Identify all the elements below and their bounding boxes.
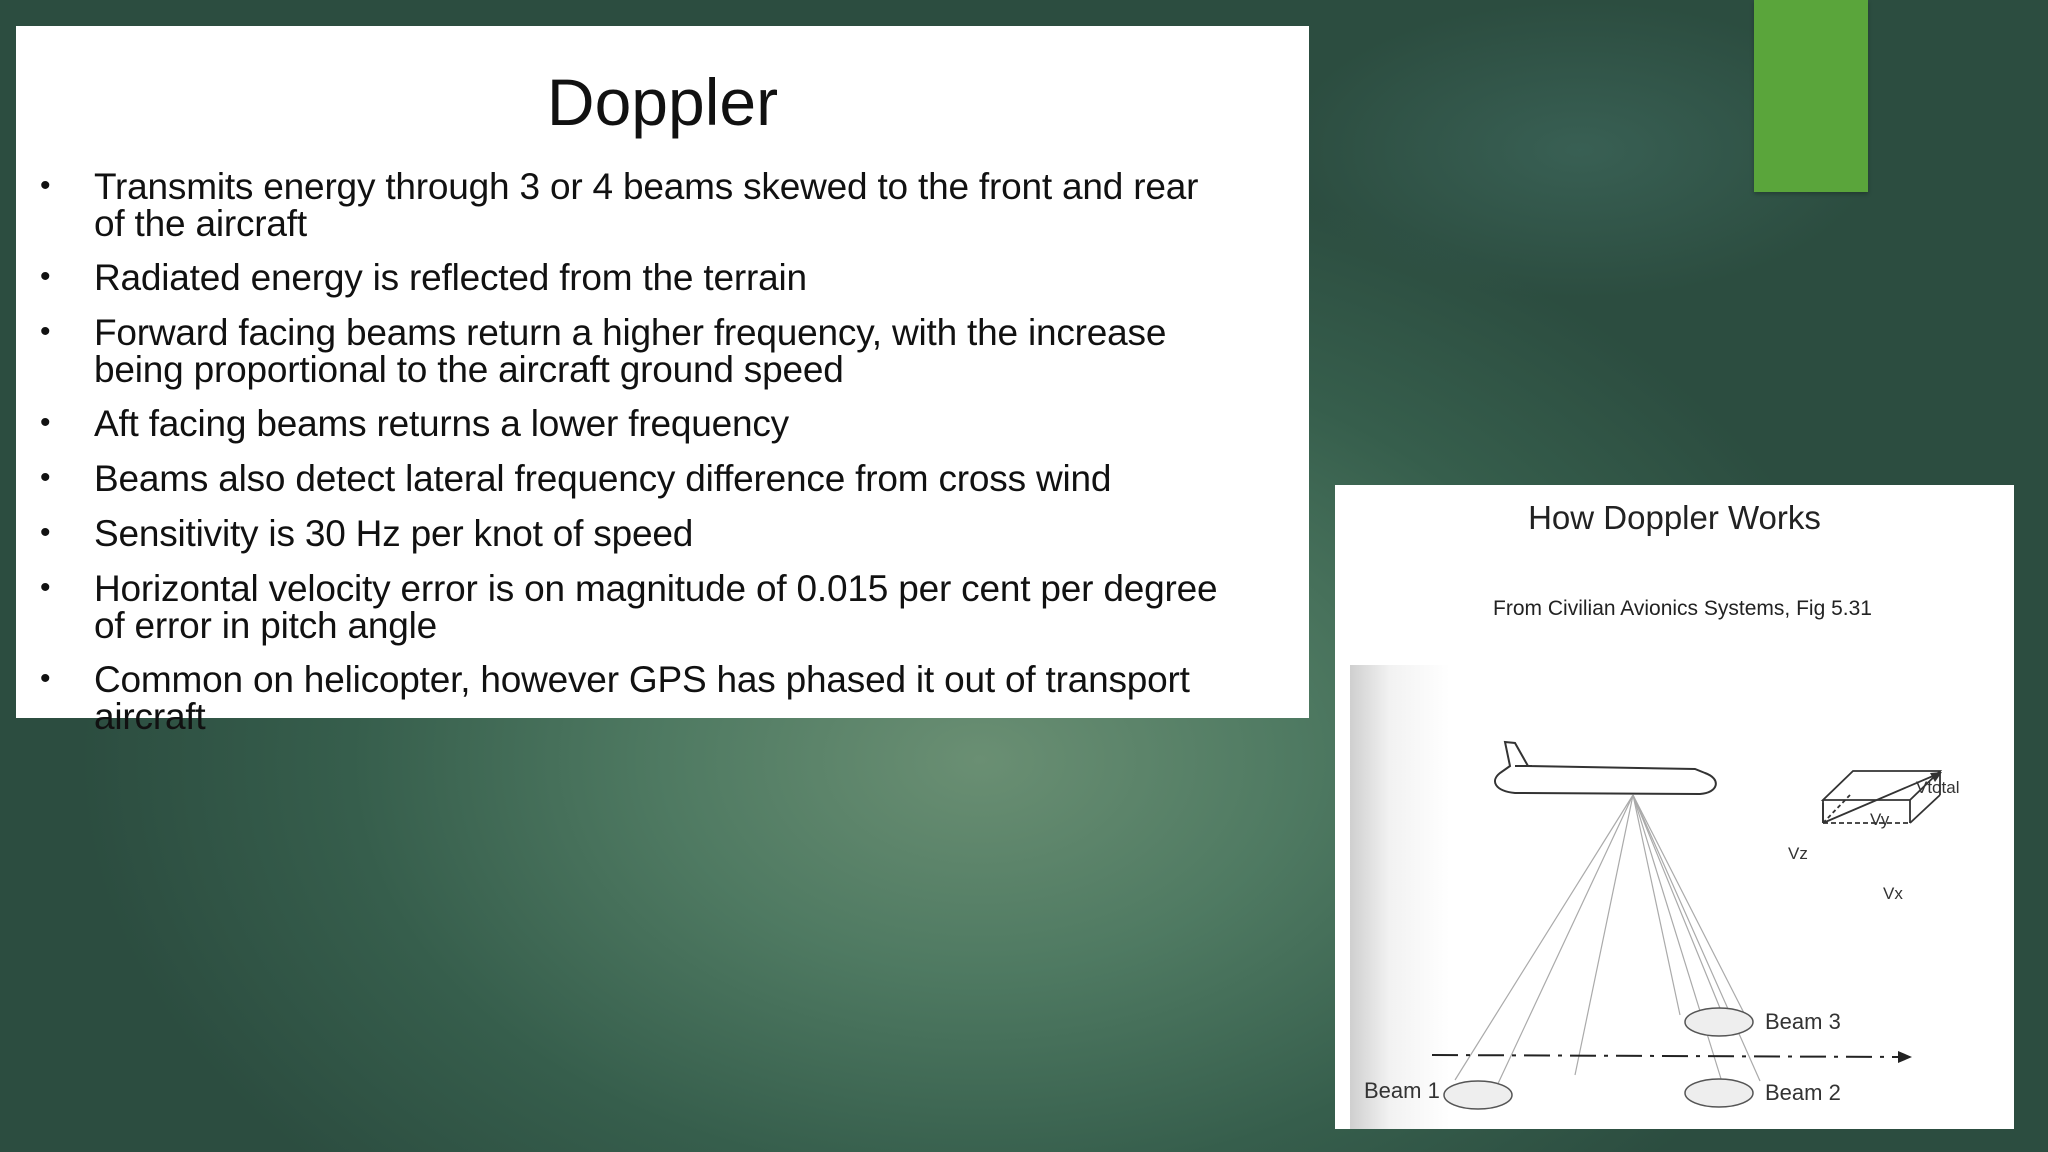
beam-2-label: Beam 2 bbox=[1765, 1080, 1841, 1105]
bullet-dot-icon: • bbox=[40, 461, 51, 494]
bullet-text: Sensitivity is 30 Hz per knot of speed bbox=[94, 513, 694, 554]
vz-label: Vz bbox=[1788, 844, 1808, 863]
accent-bar bbox=[1754, 0, 1868, 192]
vy-label: Vy bbox=[1870, 810, 1890, 829]
bullet-dot-icon: • bbox=[40, 260, 51, 293]
bullet-dot-icon: • bbox=[40, 571, 51, 604]
bullet-text: Aft facing beams returns a lower frequency bbox=[94, 403, 789, 444]
vtotal-label: Vtotal bbox=[1916, 778, 1960, 797]
bullet-dot-icon: • bbox=[40, 315, 51, 348]
bullet-text: Transmits energy through 3 or 4 beams skewed to the front and rear of the aircraft bbox=[94, 166, 1199, 244]
bullet-text: Horizontal velocity error is on magnitude of 0.015 per cent per degree of error in pitch angle bbox=[94, 568, 1218, 646]
bullet-text: Radiated energy is reflected from the terrain bbox=[94, 257, 807, 298]
doppler-diagram bbox=[1350, 665, 2014, 1129]
scan-background bbox=[1350, 665, 2014, 1129]
bullet-dot-icon: • bbox=[40, 516, 51, 549]
slide-text-panel bbox=[16, 26, 1309, 737]
beam-3-label: Beam 3 bbox=[1765, 1009, 1841, 1034]
beam-1-label: Beam 1 bbox=[1364, 1078, 1440, 1103]
beam-footprint-2 bbox=[1685, 1079, 1753, 1107]
bullet-text: Forward facing beams return a higher frequency, with the increase being proportional to the aircraft ground speed bbox=[94, 312, 1167, 390]
figure-title: How Doppler Works bbox=[1528, 499, 1821, 536]
bullet-dot-icon: • bbox=[40, 662, 51, 695]
bullet-text: Common on helicopter, however GPS has phased it out of transport aircraft bbox=[94, 659, 1190, 737]
vx-label: Vx bbox=[1883, 884, 1903, 903]
beam-footprint-3 bbox=[1685, 1008, 1753, 1036]
figure-source: From Civilian Avionics Systems, Fig 5.31 bbox=[1493, 597, 1872, 620]
bullet-dot-icon: • bbox=[40, 406, 51, 439]
bullet-text: Beams also detect lateral frequency difference from cross wind bbox=[94, 458, 1112, 499]
bullet-dot-icon: • bbox=[40, 169, 51, 202]
beam-footprint-1 bbox=[1444, 1081, 1512, 1109]
slide-title: Doppler bbox=[546, 65, 779, 139]
figure-panel bbox=[1335, 485, 2014, 1129]
